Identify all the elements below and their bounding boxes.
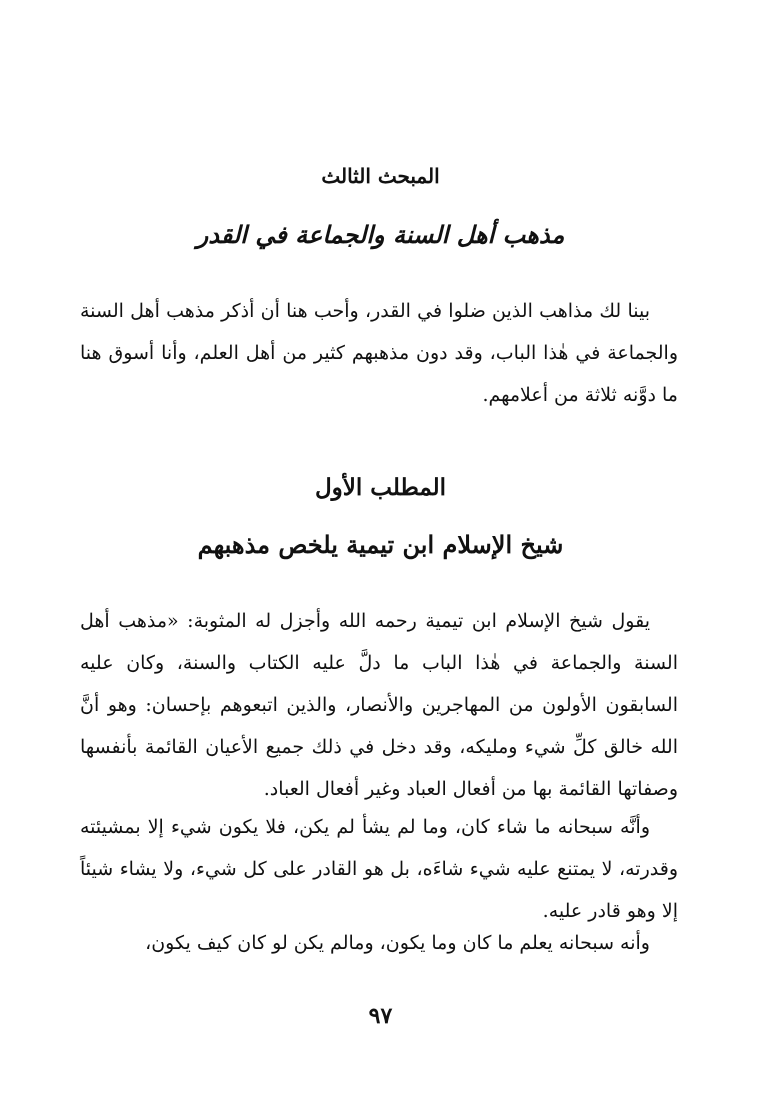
body-paragraph: وأنَّه سبحانه ما شاء كان، وما لم يشأ لم يكن، فلا يكون شيء إلا بمشيئته وقدرته، لا يمتنع عليه شيء شاءَه، بل هو القادر على كل شيء، ولا يشاء شيئاً إلا وهو قادر عليه. <box>80 816 678 922</box>
section-subtitle: مذهب أهل السنة والجماعة في القدر <box>196 220 565 249</box>
intro-paragraph: بينا لك مذاهب الذين ضلوا في القدر، وأحب هنا أن أذكر مذهب أهل السنة والجماعة في هٰذا الباب، وقد دون مذهبهم كثير من أهل العلم، وأنا أسوق هنا ما دوَّنه ثلاثة من أعلامهم. <box>80 300 678 406</box>
chapter-title: المطلب الأول <box>314 474 447 501</box>
body-paragraph: وأنه سبحانه يعلم ما كان وما يكون، ومالم يكن لو كان كيف يكون، <box>145 932 650 954</box>
page-number: ٩٧ <box>368 1003 393 1029</box>
chapter-subtitle: شيخ الإسلام ابن تيمية يلخص مذهبهم <box>197 530 564 559</box>
section-title: المبحث الثالث <box>321 164 440 188</box>
quote-paragraph: يقول شيخ الإسلام ابن تيمية رحمه الله وأجزل له المثوبة: «مذهب أهل السنة والجماعة في هٰذا الباب ما دلَّ عليه الكتاب والسنة، وكان عليه السابقون الأولون من المهاجرين والأنصار، والذين اتبعوهم بإحسان: وهو أنَّ الله خالق كلِّ شيء ومليكه، وقد دخل في ذلك جميع الأعيان القائمة بأنفسها وصفاتها القائمة بها من أفعال العباد وغير أفعال العباد. <box>80 610 678 800</box>
